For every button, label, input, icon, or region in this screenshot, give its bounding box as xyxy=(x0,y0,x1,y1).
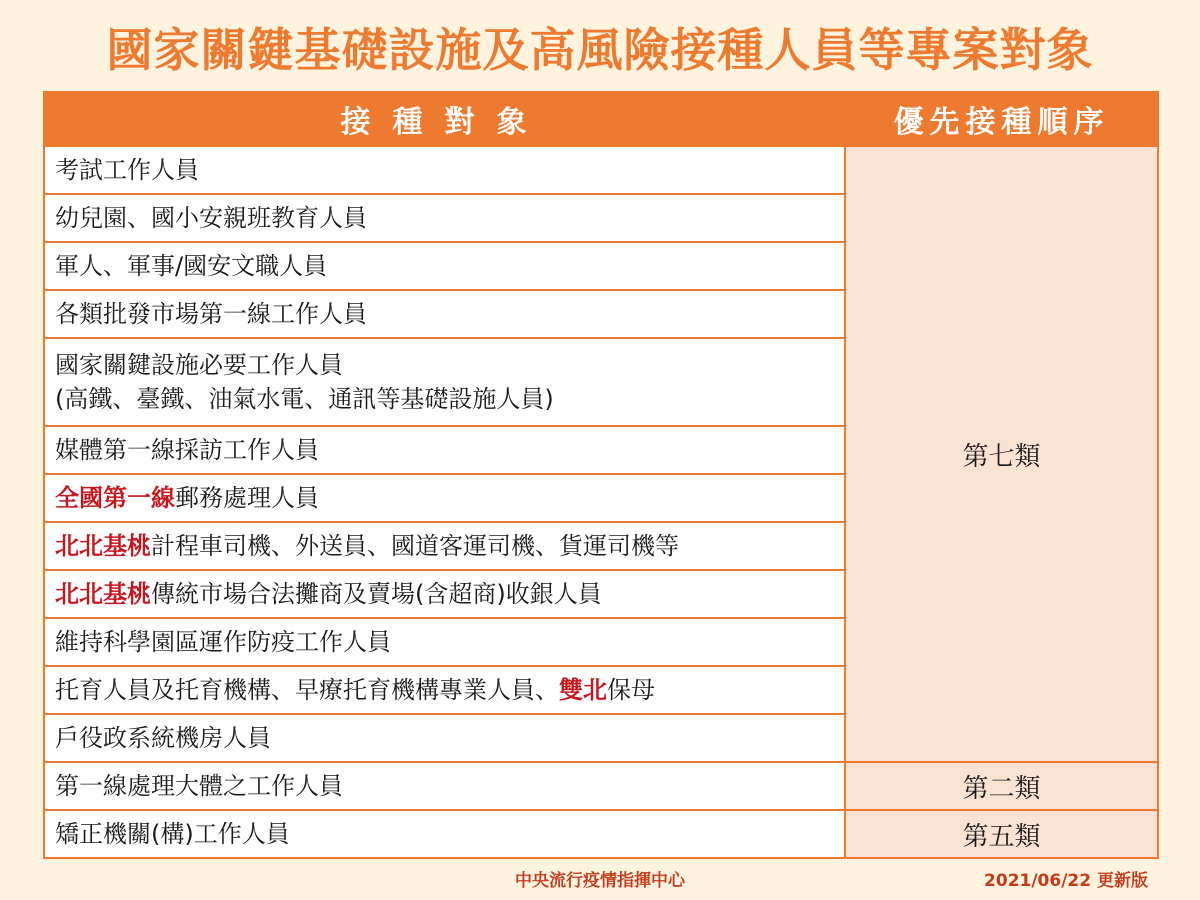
row-text: 計程車司機、外送員、國道客運司機、貨運司機等 xyxy=(151,532,679,560)
row-item xyxy=(44,666,845,714)
row-text: 傳統市場合法攤商及賣場(含超商)收銀人員 xyxy=(151,580,602,608)
vaccination-table xyxy=(43,91,1159,859)
row-text: 軍人、軍事/國安文職人員 xyxy=(55,252,328,280)
row-item xyxy=(44,570,845,618)
row-item xyxy=(44,242,845,290)
row-item xyxy=(44,426,845,474)
row-item xyxy=(44,194,845,242)
row-text: 矯正機關(構)工作人員 xyxy=(55,820,290,848)
row-item xyxy=(44,810,845,858)
row-text: 托育人員及托育機構、早療托育機構專業人員、 xyxy=(55,676,559,704)
row-item xyxy=(44,290,845,338)
row-text-suffix: 保母 xyxy=(607,676,655,704)
row-highlight: 北北基桃 xyxy=(55,580,151,608)
footer-date: 2021/06/22 更新版 xyxy=(984,871,1148,891)
row-item xyxy=(44,714,845,762)
row-highlight: 北北基桃 xyxy=(55,532,151,560)
row-text-note: (高鐵、臺鐵、油氣水電、通訊等基礎設施人員) xyxy=(55,385,554,413)
row-text: 各類批發市場第一線工作人員 xyxy=(55,300,367,328)
row-text: 郵務處理人員 xyxy=(175,484,319,512)
row-item xyxy=(44,474,845,522)
row-text: 國家關鍵設施必要工作人員 xyxy=(55,351,343,379)
row-text: 媒體第一線採訪工作人員 xyxy=(55,436,319,464)
row-highlight: 雙北 xyxy=(559,676,607,704)
row-item xyxy=(44,618,845,666)
table-row xyxy=(44,810,1158,858)
row-item xyxy=(44,338,845,426)
row-item xyxy=(44,146,845,194)
row-item xyxy=(44,522,845,570)
row-text: 第一線處理大體之工作人員 xyxy=(55,772,343,800)
row-text: 考試工作人員 xyxy=(55,156,199,184)
page-title: 國家關鍵基礎設施及高風險接種人員等專案對象 xyxy=(106,23,1094,77)
table-header-row xyxy=(44,92,1158,146)
header-order: 優先接種順序 xyxy=(845,92,1158,146)
order-group5: 第五類 xyxy=(845,810,1158,858)
row-text: 幼兒園、國小安親班教育人員 xyxy=(55,204,367,232)
header-target: 接種對象 xyxy=(44,92,845,146)
table-row xyxy=(44,146,1158,194)
footer-agency: 中央流行疫情指揮中心 xyxy=(515,871,685,891)
table-row xyxy=(44,762,1158,810)
order-group2: 第二類 xyxy=(845,762,1158,810)
row-item xyxy=(44,762,845,810)
row-text: 維持科學園區運作防疫工作人員 xyxy=(55,628,391,656)
row-text: 戶役政系統機房人員 xyxy=(55,724,271,752)
row-highlight: 全國第一線 xyxy=(55,484,175,512)
order-group7: 第七類 xyxy=(845,146,1158,762)
